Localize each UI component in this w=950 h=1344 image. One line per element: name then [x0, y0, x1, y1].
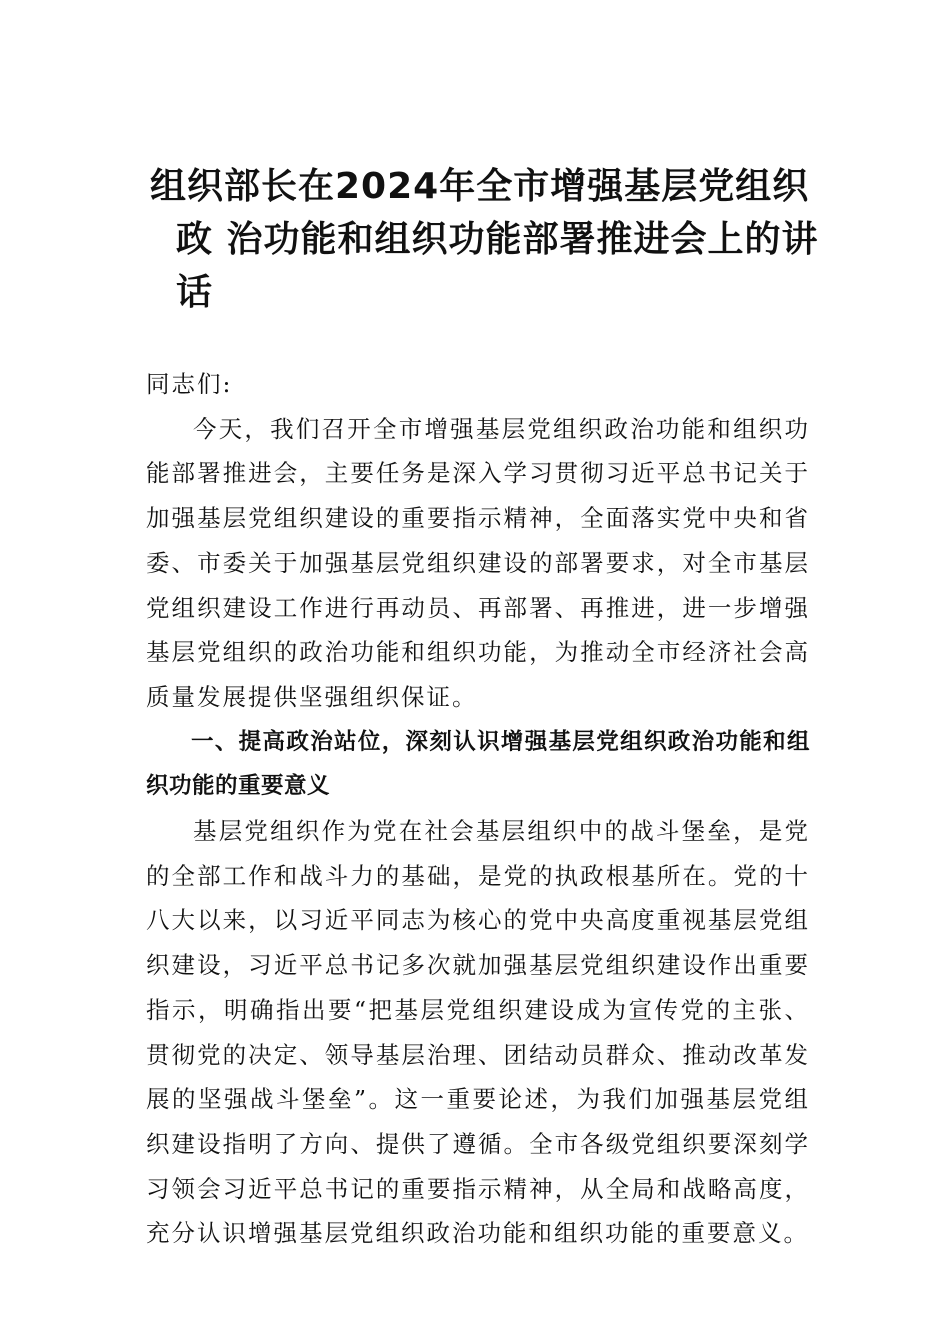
document-title — [150, 160, 830, 319]
salutation: 同志们: — [146, 370, 233, 398]
section-heading: 一、提高政治站位，深刻认识增强基层党组织政治功能和组织功能的重要意义 — [146, 728, 810, 800]
title-line-3: 话 — [176, 272, 214, 313]
title-line-2: 政 治功能和组织功能部署推进会上的讲 — [176, 219, 819, 260]
section-paragraph: 基层党组织作为党在社会基层组织中的战斗堡垒，是党的全部工作和战斗力的基础，是党的执政根基所在。党的十八大以来，以习近平同志为核心的党中央高度重视基层党组织建设，习近平总书记多次就加强基层党组织建设作出重要指示，明确指出要“把基层党组织建设成为宣传党的主张、贯彻党的决定、领导基层治理、团结动员群众、推动改革发展的坚强战斗堡垒”。这一重要论述，为我们加强基层党组织建设指明了方向、提供了遵循。全市各级党组织要深刻学习领会习近平总书记的重要指示精神，从全局和战略高度，充分认识增强基层党组织政治功能和组织功能的重要意义。 — [146, 817, 810, 1248]
title-line-1: 组织部长在2024年全市增强基层党组织 — [150, 166, 810, 207]
intro-paragraph: 今天，我们召开全市增强基层党组织政治功能和组织功能部署推进会，主要任务是深入学习贯彻习近平总书记关于加强基层党组织建设的重要指示精神，全面落实党中央和省委、市委关于加强基层党组织建设的部署要求，对全市基层党组织建设工作进行再动员、再部署、再推进，进一步增强基层党组织的政治功能和组织功能，为推动全市经济社会高质量发展提供坚强组织保证。 — [146, 414, 810, 711]
document-body — [146, 362, 810, 1256]
